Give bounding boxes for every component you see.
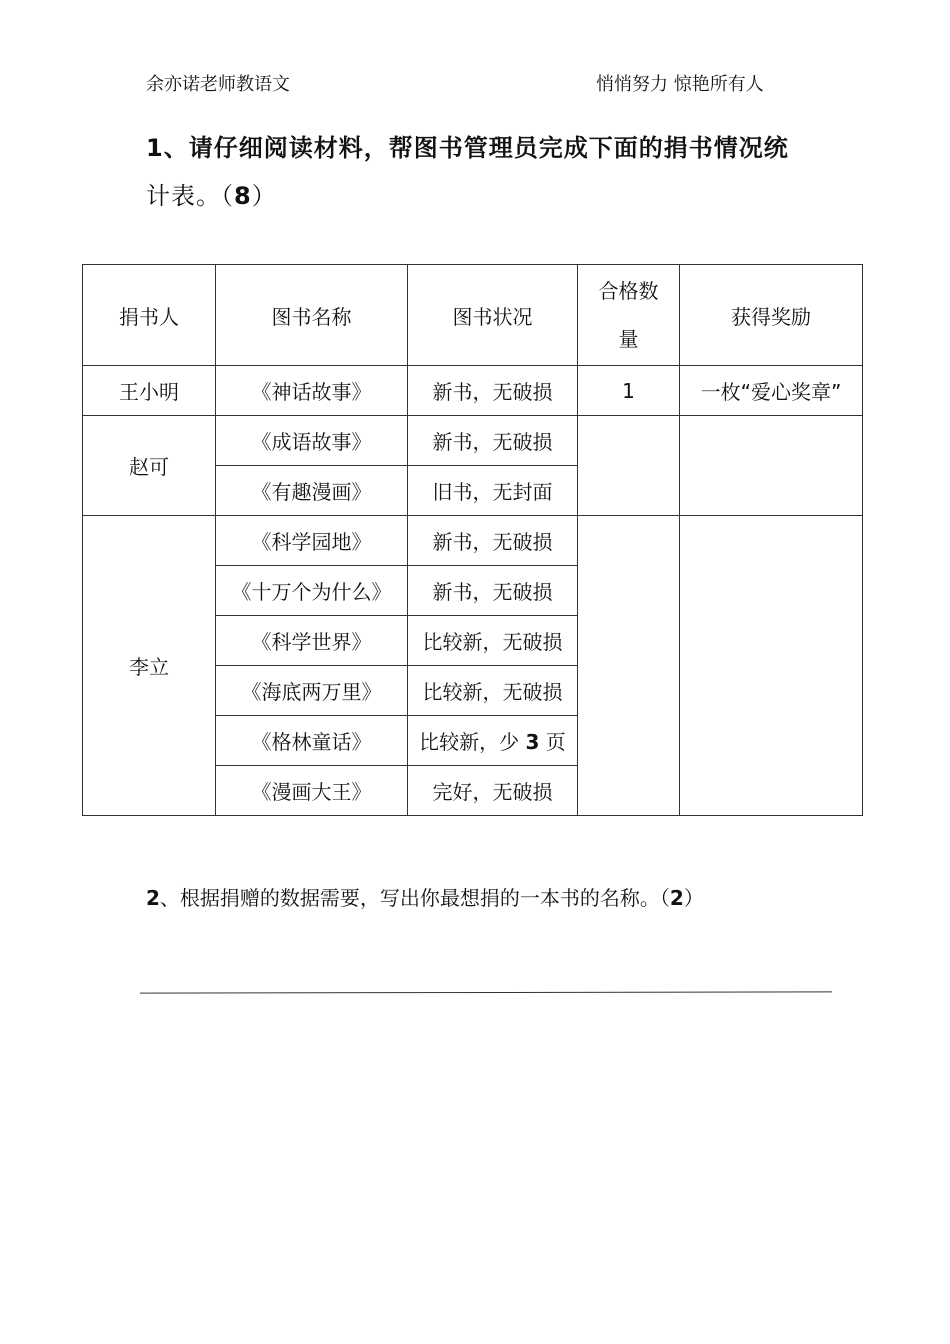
book-title: 《十万个为什么》 [216, 566, 408, 616]
qualified-qty-cell[interactable] [578, 416, 680, 516]
question-2-number: 2 [146, 886, 160, 910]
header-right-text: 悄悄努力 惊艳所有人 [596, 74, 764, 95]
book-title: 《科学世界》 [216, 616, 408, 666]
book-condition: 旧书，无封面 [408, 466, 578, 516]
book-title: 《科学园地》 [216, 516, 408, 566]
qualified-qty-cell[interactable] [578, 516, 680, 816]
question-1-text-line1: 、请仔细阅读材料，帮图书管理员完成下面的捐书情况统 [163, 134, 789, 162]
reward-cell[interactable] [680, 416, 863, 516]
reward-cell[interactable] [680, 516, 863, 816]
donation-table [82, 264, 863, 816]
header-book-title: 图书名称 [216, 265, 408, 366]
condition-number: 3 [525, 730, 540, 754]
book-condition: 完好，无破损 [408, 766, 578, 816]
reward-cell[interactable]: 一枚“爱心奖章” [680, 366, 863, 416]
book-condition: 新书，无破损 [408, 416, 578, 466]
table-header-row [83, 265, 863, 366]
donor-name: 李立 [83, 516, 216, 816]
book-condition: 新书，无破损 [408, 516, 578, 566]
header-qty-line2: 量 [618, 327, 639, 351]
answer-line[interactable] [140, 991, 832, 993]
qualified-qty-cell[interactable]: 1 [578, 366, 680, 416]
book-title: 《漫画大王》 [216, 766, 408, 816]
book-condition: 新书，无破损 [408, 366, 578, 416]
donor-name: 赵可 [83, 416, 216, 516]
table-row [83, 416, 863, 466]
question-2-text: 、根据捐赠的数据需要，写出你最想捐的一本书的名称。（ [159, 886, 670, 910]
header-left-text: 余亦诺老师教语文 [146, 74, 290, 95]
question-2-score: 2 [669, 886, 684, 910]
question-1-score: 8 [234, 182, 252, 210]
question-1-number: 1 [146, 134, 164, 162]
question-1-text-line2-a: 计表。（ [146, 182, 234, 210]
header-reward: 获得奖励 [680, 265, 863, 366]
book-title: 《海底两万里》 [216, 666, 408, 716]
condition-text-a: 比较新，少 [419, 730, 526, 754]
book-condition: 新书，无破损 [408, 566, 578, 616]
donor-name: 王小明 [83, 366, 216, 416]
header-book-condition: 图书状况 [408, 265, 578, 366]
question-1 [146, 124, 826, 220]
condition-text-b: 页 [539, 730, 566, 754]
book-condition: 比较新，无破损 [408, 616, 578, 666]
table-row [83, 366, 863, 416]
book-title: 《成语故事》 [216, 416, 408, 466]
book-title: 《有趣漫画》 [216, 466, 408, 516]
book-title: 《神话故事》 [216, 366, 408, 416]
book-title: 《格林童话》 [216, 716, 408, 766]
question-2-close: ） [683, 886, 704, 910]
question-1-line2 [146, 172, 826, 220]
book-condition [408, 716, 578, 766]
book-condition: 比较新，无破损 [408, 666, 578, 716]
header-qty-line1: 合格数 [598, 279, 659, 303]
header-donor: 捐书人 [83, 265, 216, 366]
question-1-text-line2-b: ） [251, 182, 277, 210]
header-qualified-qty [578, 265, 680, 366]
question-2 [146, 882, 704, 911]
table-row [83, 516, 863, 566]
